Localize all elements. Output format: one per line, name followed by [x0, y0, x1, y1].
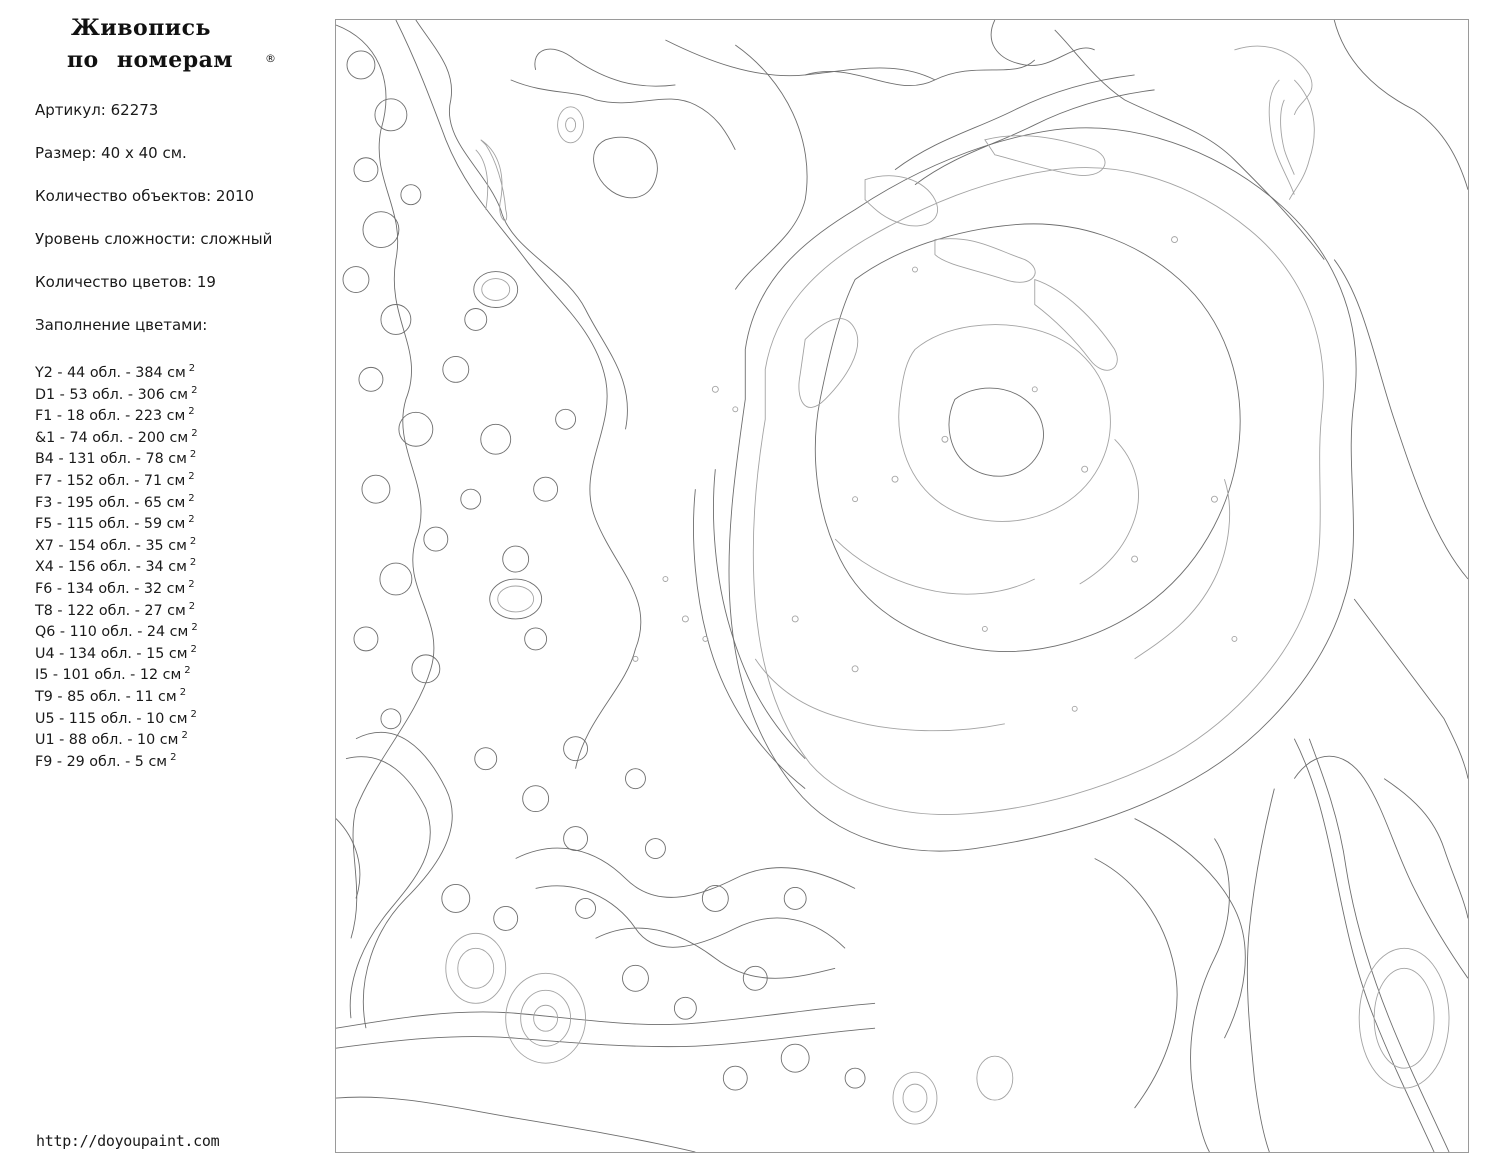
area-exponent: 2	[188, 406, 195, 418]
color-row-I5	[35, 660, 198, 682]
color-row-Y2	[35, 358, 198, 380]
object-count: Количество объектов: 2010	[35, 187, 255, 205]
color-row-F1	[35, 401, 198, 423]
color-row-D1	[35, 380, 198, 402]
color-row-text: F9 - 29 обл. - 5 см	[35, 753, 168, 770]
area-exponent: 2	[189, 449, 197, 461]
color-row-T8	[35, 596, 198, 618]
rose-line-art	[336, 20, 1468, 1152]
color-row-text: F7 - 152 обл. - 71 см	[35, 472, 186, 489]
rose-outline	[693, 128, 1356, 851]
color-row-text: F3 - 195 обл. - 65 см	[35, 494, 186, 511]
color-row-text: U5 - 115 обл. - 10 см	[35, 710, 188, 727]
area-exponent: 2	[188, 492, 195, 504]
area-exponent: 2	[181, 730, 188, 742]
area-exponent: 2	[190, 643, 197, 655]
area-exponent: 2	[188, 514, 195, 526]
area-exponent: 2	[191, 384, 198, 396]
color-row-U1	[35, 725, 198, 747]
color-row-text: D1 - 53 обл. - 306 см	[35, 386, 189, 403]
color-row-text: I5 - 101 обл. - 12 см	[35, 667, 182, 684]
color-row-text: B4 - 131 обл. - 78 см	[35, 451, 187, 468]
color-row-Q6	[35, 617, 198, 639]
rose-speckles	[633, 237, 1237, 712]
color-row-U5	[35, 704, 198, 726]
color-row-text: F1 - 18 обл. - 223 см	[35, 408, 186, 425]
area-exponent: 2	[190, 708, 197, 720]
color-row-text: Y2 - 44 обл. - 384 см	[35, 365, 186, 381]
color-row-text: T8 - 122 обл. - 27 см	[35, 602, 186, 619]
color-row-F5	[35, 509, 198, 531]
color-row-X7	[35, 531, 198, 553]
area-exponent: 2	[188, 600, 196, 612]
brand-title-line1: Живопись	[71, 15, 211, 41]
area-exponent: 2	[189, 535, 197, 547]
canvas-size: Размер: 40 х 40 см.	[35, 144, 187, 162]
color-row-text: T9 - 85 обл. - 11 см	[35, 688, 177, 705]
color-row-text: F6 - 134 обл. - 32 см	[35, 580, 186, 597]
area-exponent: 2	[179, 686, 187, 698]
color-row-F7	[35, 466, 198, 488]
brand-logo	[0, 12, 330, 76]
color-row-amp1	[35, 423, 198, 445]
color-row-text: Q6 - 110 обл. - 24 см	[35, 624, 189, 641]
area-exponent: 2	[189, 557, 197, 569]
area-exponent: 2	[191, 622, 198, 634]
color-fill-list	[35, 358, 198, 768]
article-number: Артикул: 62273	[35, 101, 159, 119]
area-exponent: 2	[188, 470, 195, 482]
product-meta	[35, 100, 272, 358]
color-row-text: U1 - 88 обл. - 10 см	[35, 732, 179, 749]
color-row-F9	[35, 747, 198, 769]
area-exponent: 2	[188, 363, 196, 374]
area-exponent: 2	[188, 578, 195, 590]
brand-title-line2: по номерам	[66, 47, 234, 73]
website-link[interactable]: http://doyoupaint.com	[36, 1132, 220, 1150]
bottom-foliage-lineart	[336, 737, 1013, 1152]
color-row-B4	[35, 444, 198, 466]
color-row-text: &1 - 74 обл. - 200 см	[35, 429, 189, 446]
area-exponent: 2	[184, 665, 191, 677]
registered-mark-icon: ®	[265, 52, 276, 65]
color-row-text: U4 - 134 обл. - 15 см	[35, 645, 188, 662]
color-row-F3	[35, 488, 198, 510]
color-count: Количество цветов: 19	[35, 273, 216, 291]
color-row-text: X7 - 154 обл. - 35 см	[35, 537, 187, 554]
color-row-X4	[35, 552, 198, 574]
color-row-F6	[35, 574, 198, 596]
paint-by-numbers-canvas	[335, 19, 1469, 1153]
right-leaves-lineart	[1095, 260, 1468, 1152]
info-sidebar	[0, 0, 330, 1169]
area-exponent: 2	[170, 751, 177, 763]
color-row-T9	[35, 682, 198, 704]
color-row-U4	[35, 639, 198, 661]
color-row-text: X4 - 156 обл. - 34 см	[35, 559, 187, 576]
difficulty-level: Уровень сложности: сложный	[35, 230, 273, 248]
area-exponent: 2	[191, 427, 198, 439]
left-foliage-lineart	[336, 20, 641, 1028]
fill-header: Заполнение цветами:	[35, 316, 208, 334]
color-row-text: F5 - 115 обл. - 59 см	[35, 516, 186, 533]
